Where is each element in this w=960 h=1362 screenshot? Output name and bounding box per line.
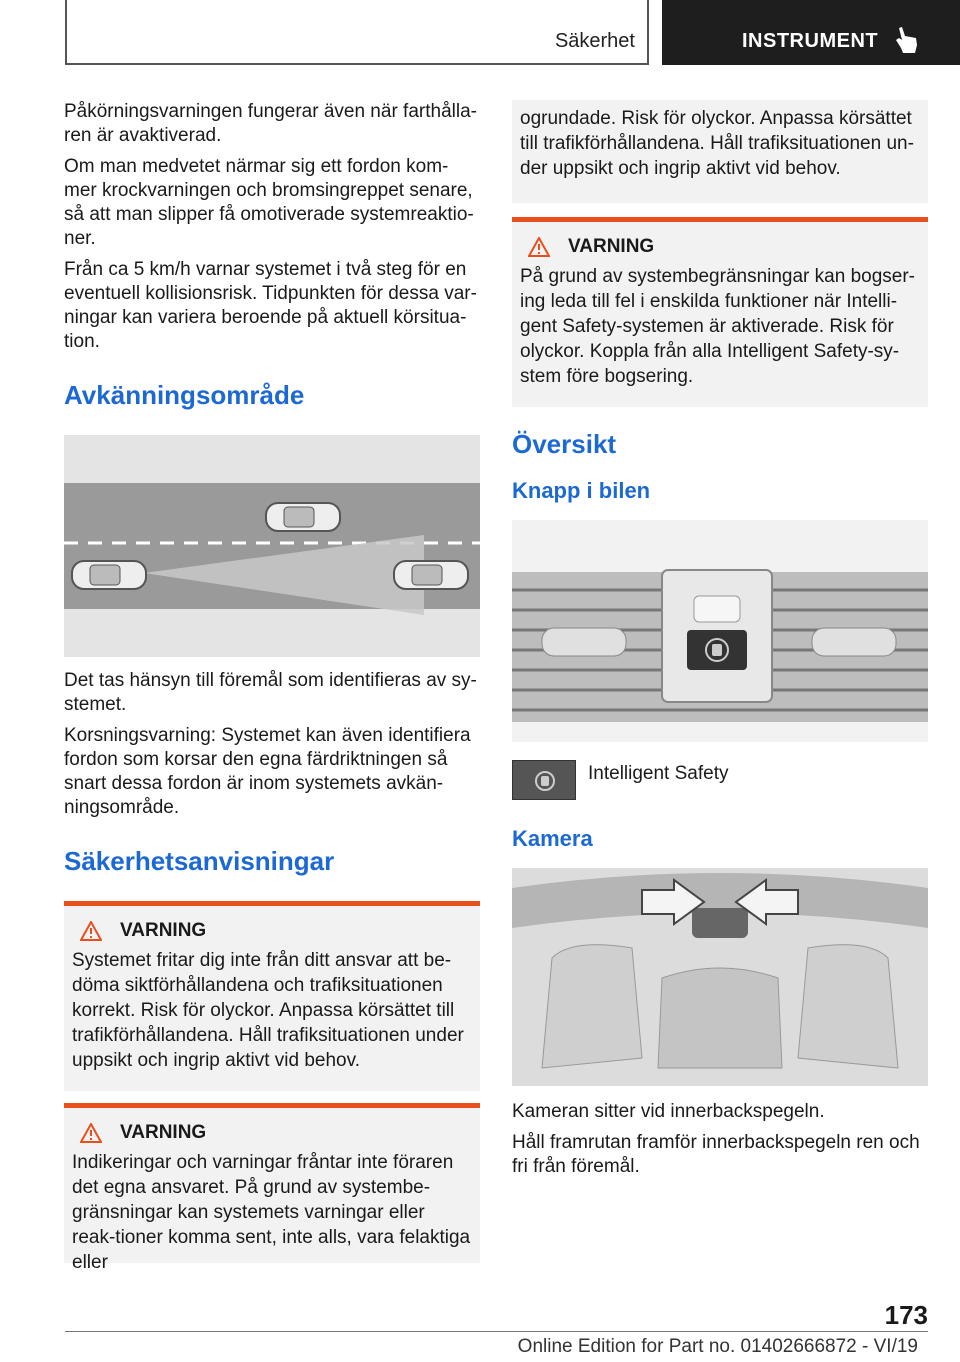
subheading-button-in-car: Knapp i bilen bbox=[512, 478, 651, 503]
paragraph: Om man medvetet närmar sig ett fordon kom-mer krockvarningen och bromsingreppet senare, så att man slipper få omotiverade systemreaktio-ner. bbox=[64, 156, 474, 249]
car-icon bbox=[72, 561, 146, 589]
warning-title: VARNING bbox=[120, 1122, 207, 1143]
warning-box bbox=[512, 217, 928, 407]
warning-text: Indikeringar och varningar fråntar inte föraren det egna ansvaret. På grund av systembe-gränsningar kan systemets varningar eller reak-tioner komma sent, inte alls, vara felaktiga eller bbox=[72, 1152, 471, 1273]
warning-title: VARNING bbox=[120, 920, 207, 941]
button-location-illustration bbox=[512, 520, 928, 742]
warning-triangle-icon bbox=[80, 921, 102, 941]
subheading-camera: Kamera bbox=[512, 826, 593, 851]
header-section-title: Säkerhet bbox=[554, 30, 635, 52]
detection-area-illustration bbox=[64, 435, 480, 657]
warning-triangle-icon bbox=[528, 237, 550, 257]
right-column bbox=[512, 100, 928, 1186]
page-number: 173 bbox=[884, 1300, 928, 1330]
header-chapter-tab[interactable] bbox=[662, 0, 960, 65]
header-chapter-label: INSTRUMENT bbox=[742, 30, 879, 52]
section-heading-safety-notes: Säkerhetsanvisningar bbox=[64, 846, 335, 876]
header-rule bbox=[65, 63, 648, 65]
header-divider-left bbox=[65, 0, 67, 65]
paragraph: Korsningsvarning: Systemet kan även identifiera fordon som korsar den egna färdriktningen så snart dessa fordon är inom systemets avkän-ningsområde. bbox=[64, 725, 471, 818]
button-legend bbox=[512, 760, 928, 800]
car-icon bbox=[394, 561, 468, 589]
section-heading-detection-area: Avkänningsområde bbox=[64, 380, 305, 410]
section-heading-overview: Översikt bbox=[512, 429, 617, 459]
footer-rule bbox=[65, 1331, 928, 1332]
paragraph: Det tas hänsyn till föremål som identifieras av sy-stemet. bbox=[64, 670, 477, 715]
left-column bbox=[64, 100, 480, 1275]
warning-box bbox=[64, 901, 480, 1091]
hand-pointer-icon bbox=[894, 26, 920, 54]
button-legend-label: Intelligent Safety bbox=[588, 763, 729, 784]
car-icon bbox=[266, 503, 340, 531]
warning-box bbox=[64, 1103, 480, 1273]
footer-edition: Online Edition for Part no. 01402666872 - VI/19 bbox=[517, 1336, 918, 1357]
intelligent-safety-button[interactable] bbox=[512, 760, 576, 800]
warning-text: På grund av systembegränsningar kan bogser-ing leda till fel i enskilda funktioner när Intelli-gent Safety-systemen är aktiverade. Risk för olyckor. Koppla från alla Intelligent Safety-sy-stem före bogsering. bbox=[520, 266, 916, 387]
warning-triangle-icon bbox=[80, 1123, 102, 1143]
warning-text: ogrundade. Risk för olyckor. Anpassa körsättet till trafikförhållandena. Håll trafiksituationen un-der uppsikt och ingrip aktivt vid behov. bbox=[520, 108, 914, 179]
camera-location-illustration bbox=[512, 868, 928, 1086]
warning-text: Systemet fritar dig inte från ditt ansvar att be-döma siktförhållandena och trafiksituationen korrekt. Risk för olyckor. Anpassa körsättet till trafikförhållandena. Håll trafiksituationen under uppsikt och ingrip aktivt vid behov. bbox=[72, 950, 464, 1071]
warning-title: VARNING bbox=[568, 236, 655, 257]
car-safety-icon bbox=[513, 761, 577, 801]
paragraph: Kameran sitter vid innerbackspegeln. bbox=[512, 1101, 825, 1122]
paragraph: Från ca 5 km/h varnar systemet i två steg för en eventuell kollisionsrisk. Tidpunkten för dessa var-ningar kan variera beroende på aktuell körsitua-tion. bbox=[64, 259, 477, 352]
paragraph: Håll framrutan framför innerbackspegeln ren och fri från föremål. bbox=[512, 1132, 920, 1177]
warning-box-continued bbox=[512, 100, 928, 203]
paragraph: Påkörningsvarningen fungerar även när farthålla-ren är avaktiverad. bbox=[64, 101, 477, 146]
header-divider-right bbox=[647, 0, 649, 65]
